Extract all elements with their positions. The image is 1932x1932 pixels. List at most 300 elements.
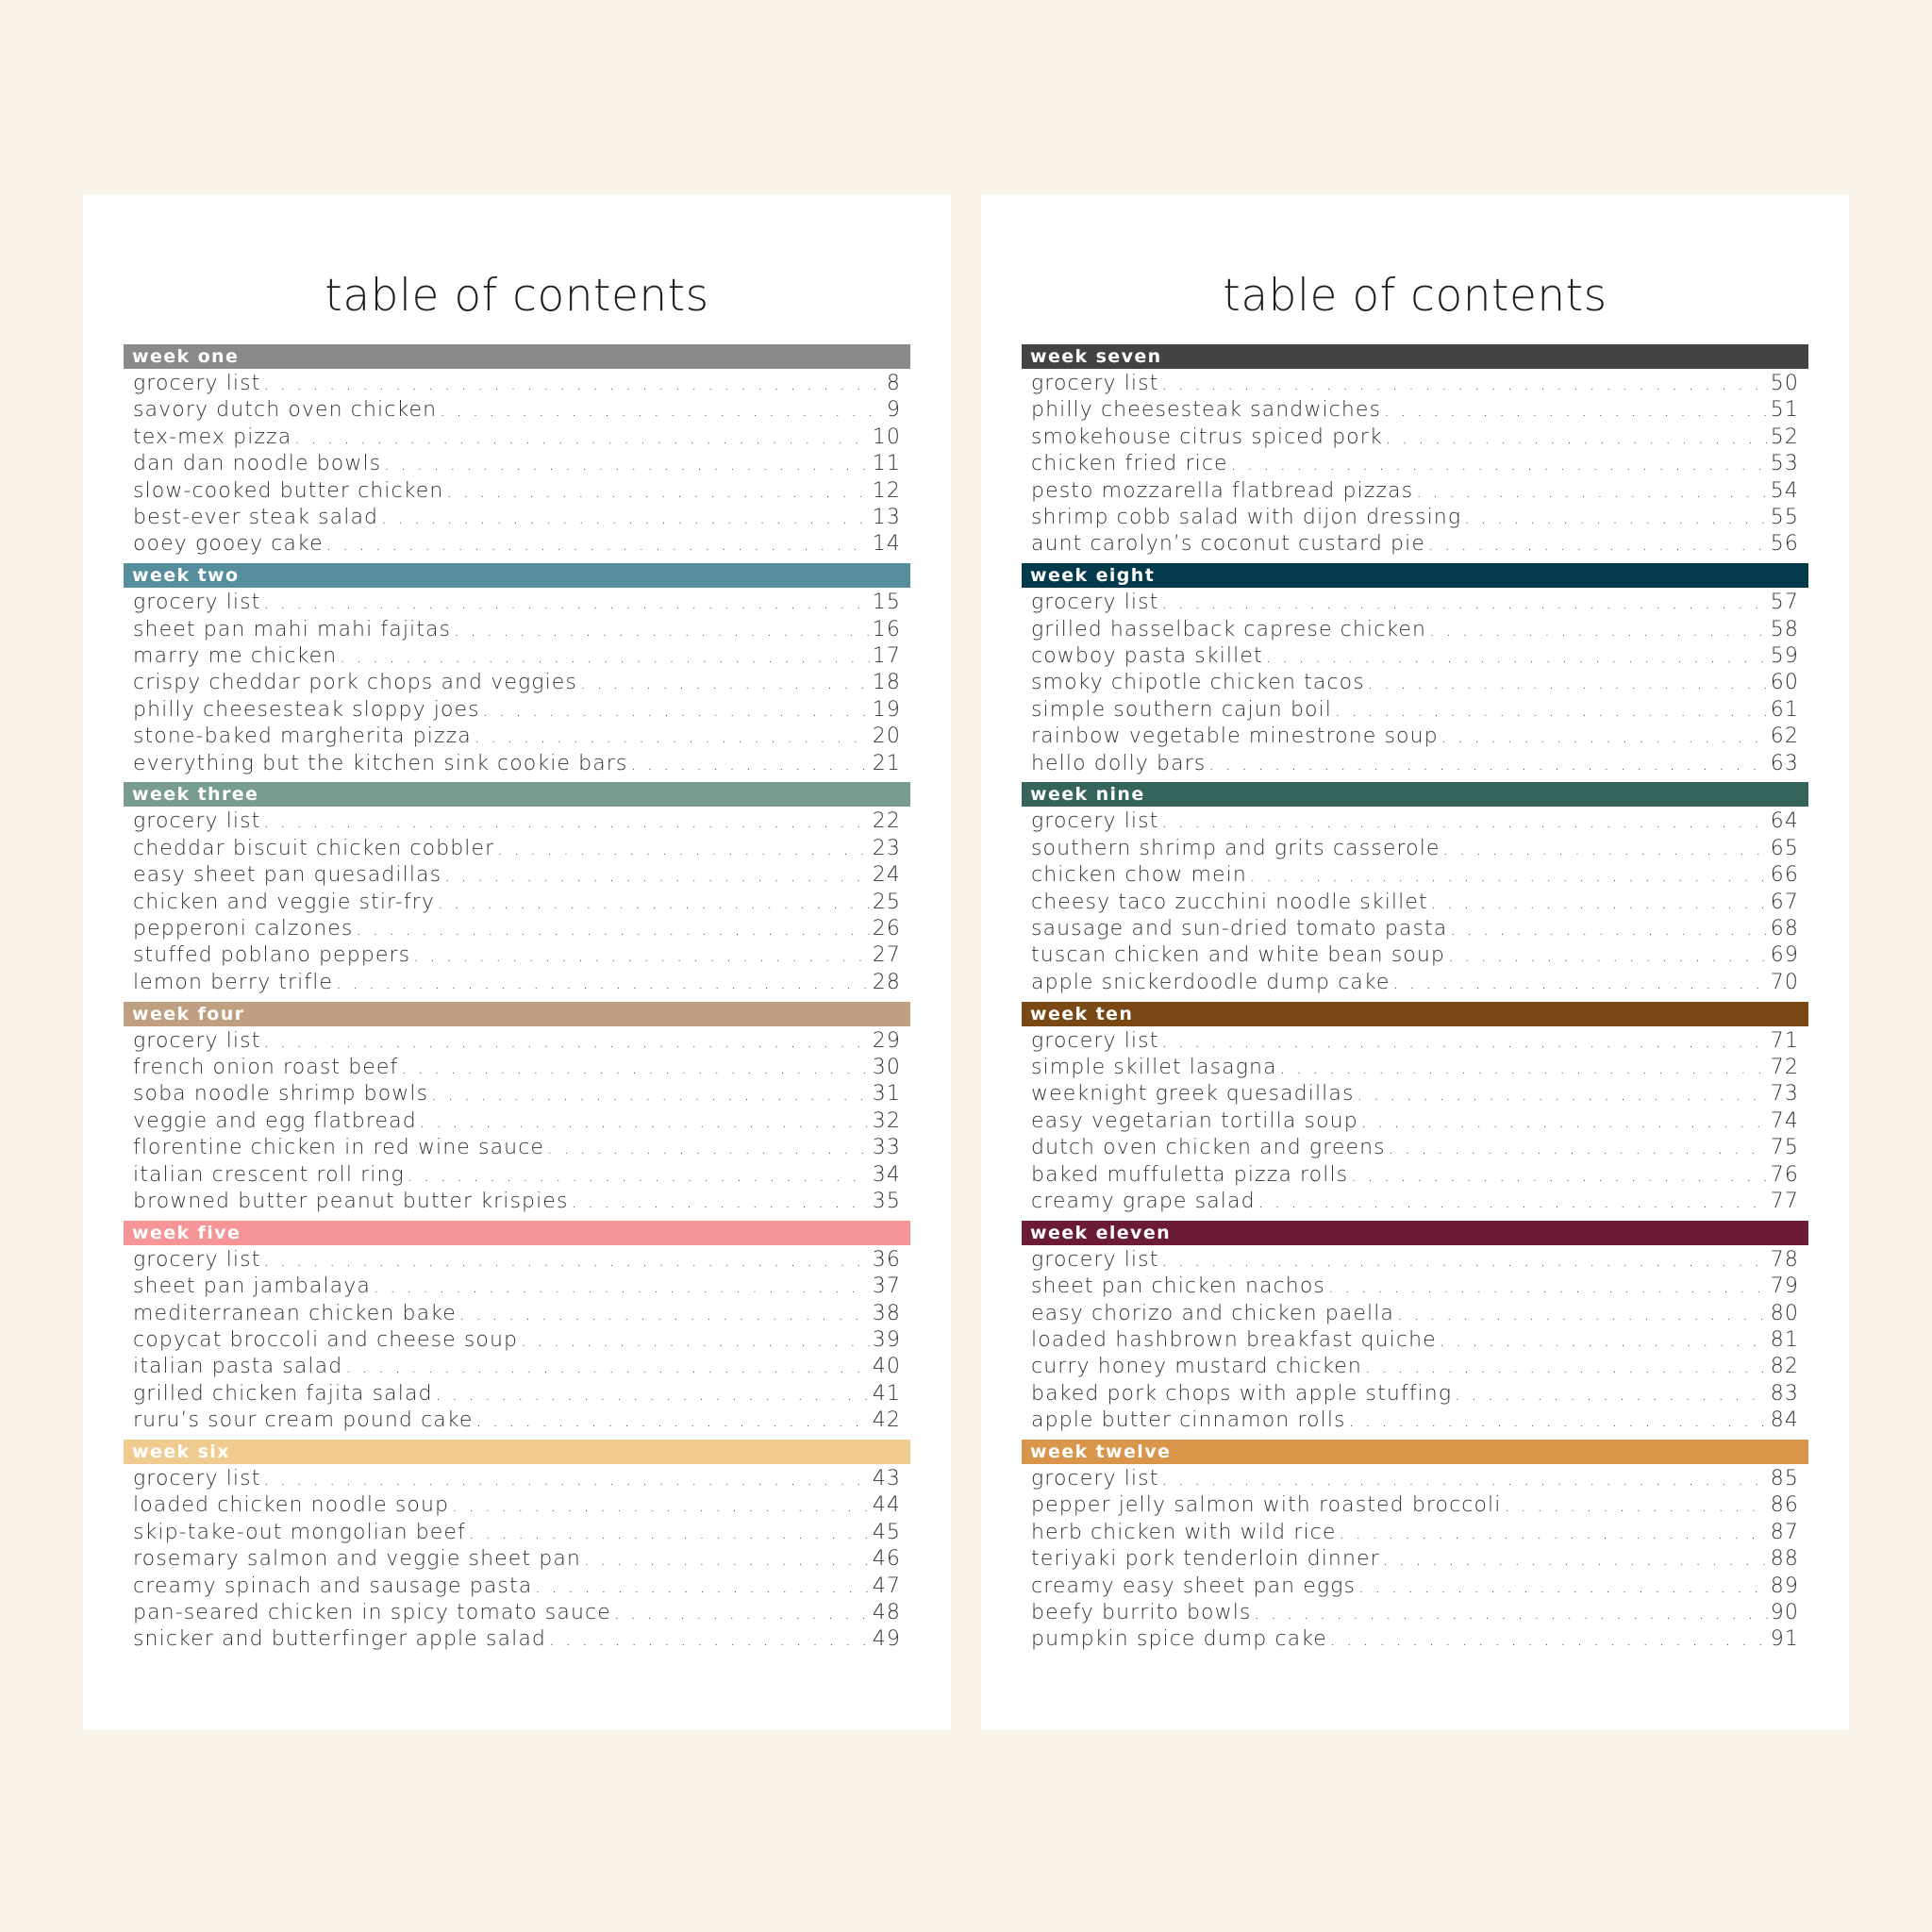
toc-entry[interactable] bbox=[133, 532, 901, 558]
week-header: week twelve bbox=[1022, 1440, 1808, 1464]
dot-leader bbox=[454, 621, 870, 641]
dot-leader bbox=[584, 1550, 870, 1570]
toc-sections bbox=[124, 344, 910, 1658]
toc-entry[interactable] bbox=[133, 698, 901, 724]
entry-title: pesto mozzarella flatbread pizzas bbox=[1031, 478, 1414, 503]
dot-leader bbox=[1349, 1411, 1768, 1431]
entry-list bbox=[1022, 1245, 1808, 1436]
entry-title: pepper jelly salmon with roasted broccoli bbox=[1031, 1493, 1502, 1518]
toc-entry[interactable] bbox=[133, 425, 901, 452]
toc-entry[interactable] bbox=[1031, 591, 1799, 617]
toc-entry[interactable] bbox=[133, 372, 901, 398]
dot-leader bbox=[572, 1192, 870, 1212]
toc-entry[interactable] bbox=[1031, 837, 1799, 863]
dot-leader bbox=[1428, 535, 1768, 555]
entry-title: italian pasta salad bbox=[133, 1355, 343, 1379]
dot-leader bbox=[631, 755, 870, 774]
toc-entry[interactable] bbox=[1031, 1136, 1799, 1162]
toc-entry[interactable] bbox=[1031, 698, 1799, 724]
entry-title: chicken and veggie stir-fry bbox=[133, 890, 435, 914]
toc-entry[interactable] bbox=[1031, 863, 1799, 890]
dot-leader bbox=[420, 1112, 870, 1132]
toc-entry[interactable] bbox=[133, 452, 901, 478]
toc-entry[interactable] bbox=[1031, 1082, 1799, 1108]
entry-title: grocery list bbox=[1031, 372, 1159, 395]
page-number: 64 bbox=[1770, 809, 1799, 834]
entry-title: sheet pan chicken nachos bbox=[1031, 1274, 1325, 1299]
entry-title: curry honey mustard chicken bbox=[1031, 1355, 1362, 1379]
page-number: 18 bbox=[872, 671, 901, 695]
entry-title: loaded hashbrown breakfast quiche bbox=[1031, 1327, 1437, 1352]
toc-entry[interactable] bbox=[1031, 1328, 1799, 1355]
dot-leader bbox=[1397, 1305, 1768, 1324]
entry-list bbox=[1022, 807, 1808, 997]
entry-title: crispy cheddar pork chops and veggies bbox=[133, 671, 577, 695]
page-number: 70 bbox=[1770, 970, 1799, 994]
toc-entry[interactable] bbox=[1031, 1355, 1799, 1381]
page-number: 63 bbox=[1770, 751, 1799, 775]
toc-page-right bbox=[981, 194, 1849, 1730]
toc-entry[interactable] bbox=[1031, 1302, 1799, 1328]
dot-leader bbox=[1386, 428, 1768, 448]
entry-title: grocery list bbox=[133, 1247, 261, 1272]
page-number: 11 bbox=[872, 452, 901, 476]
toc-entry[interactable] bbox=[133, 398, 901, 425]
dot-leader bbox=[1429, 621, 1768, 641]
toc-entry[interactable] bbox=[1031, 506, 1799, 532]
entry-list bbox=[124, 1245, 910, 1436]
dot-leader bbox=[1335, 701, 1768, 721]
dot-leader bbox=[1384, 401, 1768, 421]
dot-leader bbox=[1250, 866, 1768, 886]
page-number: 9 bbox=[886, 398, 901, 423]
page-number: 33 bbox=[872, 1136, 901, 1160]
entry-title: grocery list bbox=[1031, 1247, 1159, 1272]
toc-entry[interactable] bbox=[133, 1248, 901, 1274]
entry-title: veggie and egg flatbread bbox=[133, 1108, 417, 1133]
page-number: 49 bbox=[872, 1627, 901, 1652]
page-number: 55 bbox=[1770, 505, 1799, 529]
dot-leader bbox=[1443, 840, 1768, 859]
entry-title: tex-mex pizza bbox=[133, 425, 292, 449]
toc-sections bbox=[1022, 344, 1808, 1658]
entry-title: cheddar biscuit chicken cobbler bbox=[133, 836, 495, 860]
dot-leader bbox=[413, 946, 870, 966]
toc-entry[interactable] bbox=[1031, 1493, 1799, 1520]
toc-entry[interactable] bbox=[1031, 1627, 1799, 1654]
page-number: 24 bbox=[872, 863, 901, 888]
week-section bbox=[1022, 563, 1808, 782]
dot-leader bbox=[1383, 1550, 1768, 1570]
dot-leader bbox=[431, 1085, 870, 1105]
entry-title: savory dutch oven chicken bbox=[133, 398, 438, 423]
week-header: week five bbox=[124, 1221, 910, 1245]
dot-leader bbox=[436, 1385, 870, 1405]
week-header: week one bbox=[124, 344, 910, 369]
toc-entry[interactable] bbox=[133, 1521, 901, 1547]
toc-entry[interactable] bbox=[133, 1109, 901, 1136]
toc-entry[interactable] bbox=[1031, 1601, 1799, 1627]
toc-entry[interactable] bbox=[1031, 1521, 1799, 1547]
entry-title: teriyaki pork tenderloin dinner bbox=[1031, 1547, 1380, 1572]
page-number: 60 bbox=[1770, 671, 1799, 695]
entry-title: florentine chicken in red wine sauce bbox=[133, 1136, 545, 1160]
toc-entry[interactable] bbox=[1031, 479, 1799, 506]
page-number: 50 bbox=[1770, 372, 1799, 395]
toc-entry[interactable] bbox=[133, 752, 901, 778]
entry-title: beefy burrito bowls bbox=[1031, 1600, 1252, 1624]
page-number: 83 bbox=[1770, 1381, 1799, 1406]
page-number: 12 bbox=[872, 478, 901, 503]
dot-leader bbox=[1161, 1032, 1767, 1052]
week-header: week eleven bbox=[1022, 1221, 1808, 1245]
entry-title: herb chicken with wild rice bbox=[1031, 1520, 1337, 1544]
entry-title: smoky chipotle chicken tacos bbox=[1031, 671, 1365, 695]
entry-title: snicker and butterfinger apple salad bbox=[133, 1627, 546, 1652]
dot-leader bbox=[1330, 1630, 1768, 1650]
entry-title: grocery list bbox=[133, 372, 261, 395]
page-number: 10 bbox=[872, 425, 901, 449]
toc-entry[interactable] bbox=[1031, 1029, 1799, 1056]
toc-entry[interactable] bbox=[133, 1302, 901, 1328]
toc-entry[interactable] bbox=[133, 1355, 901, 1381]
toc-page-left bbox=[83, 194, 951, 1730]
dot-leader bbox=[521, 1331, 870, 1351]
toc-entry[interactable] bbox=[133, 724, 901, 751]
toc-entry[interactable] bbox=[133, 671, 901, 697]
dot-leader bbox=[1161, 375, 1767, 394]
dot-leader bbox=[483, 701, 870, 721]
page-number: 88 bbox=[1770, 1547, 1799, 1572]
page-number: 53 bbox=[1770, 452, 1799, 476]
toc-entry[interactable] bbox=[1031, 943, 1799, 970]
page-number: 44 bbox=[872, 1493, 901, 1518]
toc-entry[interactable] bbox=[1031, 1547, 1799, 1574]
toc-entry[interactable] bbox=[133, 506, 901, 532]
toc-entry[interactable] bbox=[133, 1493, 901, 1520]
week-header: week four bbox=[124, 1002, 910, 1026]
entry-title: copycat broccoli and cheese soup bbox=[133, 1327, 519, 1352]
toc-entry[interactable] bbox=[1031, 618, 1799, 644]
entry-title: skip-take-out mongolian beef bbox=[133, 1520, 466, 1544]
dot-leader bbox=[1365, 1357, 1768, 1377]
page-number: 89 bbox=[1770, 1574, 1799, 1598]
entry-title: simple skillet lasagna bbox=[1031, 1055, 1277, 1079]
entry-title: apple butter cinnamon rolls bbox=[1031, 1408, 1346, 1433]
toc-entry[interactable] bbox=[133, 1627, 901, 1654]
entry-title: soba noodle shrimp bowls bbox=[133, 1082, 429, 1107]
page-number: 38 bbox=[872, 1301, 901, 1325]
entry-title: philly cheesesteak sandwiches bbox=[1031, 398, 1382, 423]
page-number: 76 bbox=[1770, 1162, 1799, 1187]
entry-title: grocery list bbox=[1031, 591, 1159, 615]
dot-leader bbox=[1161, 812, 1767, 832]
toc-entry[interactable] bbox=[1031, 891, 1799, 917]
entry-title: shrimp cobb salad with dijon dressing bbox=[1031, 505, 1462, 529]
dot-leader bbox=[1258, 1192, 1768, 1212]
page-number: 16 bbox=[872, 617, 901, 641]
entry-title: sheet pan mahi mahi fajitas bbox=[133, 617, 452, 641]
dot-leader bbox=[459, 1305, 870, 1324]
entry-title: aunt carolyn’s coconut custard pie bbox=[1031, 532, 1425, 557]
page-title: table of contents bbox=[325, 270, 709, 322]
entry-title: slow-cooked butter chicken bbox=[133, 478, 444, 503]
toc-entry[interactable] bbox=[133, 1082, 901, 1108]
dot-leader bbox=[263, 375, 883, 394]
page-number: 54 bbox=[1770, 478, 1799, 503]
page-number: 47 bbox=[872, 1574, 901, 1598]
entry-title: chicken chow mein bbox=[1031, 863, 1247, 888]
toc-entry[interactable] bbox=[133, 1163, 901, 1190]
toc-entry[interactable] bbox=[1031, 752, 1799, 778]
dot-leader bbox=[1389, 1139, 1768, 1158]
toc-entry[interactable] bbox=[1031, 644, 1799, 671]
page-number: 74 bbox=[1770, 1108, 1799, 1133]
toc-entry[interactable] bbox=[1031, 1274, 1799, 1301]
toc-entry[interactable] bbox=[133, 917, 901, 943]
entry-title: chicken fried rice bbox=[1031, 452, 1228, 476]
entry-title: weeknight greek quesadillas bbox=[1031, 1082, 1355, 1107]
dot-leader bbox=[547, 1139, 870, 1158]
dot-leader bbox=[1393, 974, 1768, 993]
toc-entry[interactable] bbox=[1031, 1056, 1799, 1082]
entry-title: grilled hasselback caprese chicken bbox=[1031, 617, 1427, 641]
page-number: 69 bbox=[1770, 943, 1799, 968]
entry-title: easy vegetarian tortilla soup bbox=[1031, 1108, 1358, 1133]
dot-leader bbox=[438, 893, 870, 913]
toc-entry[interactable] bbox=[1031, 425, 1799, 452]
toc-entry[interactable] bbox=[1031, 1467, 1799, 1493]
dot-leader bbox=[475, 727, 870, 747]
dot-leader bbox=[535, 1577, 870, 1597]
page-number: 29 bbox=[872, 1028, 901, 1053]
entry-title: rainbow vegetable minestrone soup bbox=[1031, 724, 1439, 749]
toc-entry[interactable] bbox=[133, 479, 901, 506]
entry-title: simple southern cajun boil bbox=[1031, 697, 1332, 722]
toc-entry[interactable] bbox=[133, 618, 901, 644]
dot-leader bbox=[1351, 1166, 1768, 1186]
toc-entry[interactable] bbox=[133, 837, 901, 863]
toc-entry[interactable] bbox=[1031, 724, 1799, 751]
week-section bbox=[1022, 1440, 1808, 1658]
dot-leader bbox=[1440, 1331, 1768, 1351]
dot-leader bbox=[444, 866, 870, 886]
toc-entry[interactable] bbox=[133, 1190, 901, 1216]
dot-leader bbox=[1161, 1251, 1767, 1271]
toc-entry[interactable] bbox=[133, 1029, 901, 1056]
dot-leader bbox=[1208, 755, 1767, 774]
page-number: 46 bbox=[872, 1547, 901, 1572]
entry-title: grocery list bbox=[133, 1028, 261, 1053]
dot-leader bbox=[1161, 1470, 1767, 1490]
toc-entry[interactable] bbox=[133, 1382, 901, 1408]
toc-entry[interactable] bbox=[133, 644, 901, 671]
week-header: week ten bbox=[1022, 1002, 1808, 1026]
dot-leader bbox=[1255, 1604, 1768, 1624]
dot-leader bbox=[263, 1470, 869, 1490]
toc-entry[interactable] bbox=[133, 1574, 901, 1601]
page-number: 62 bbox=[1770, 724, 1799, 749]
entry-title: creamy spinach and sausage pasta bbox=[133, 1574, 533, 1598]
dot-leader bbox=[345, 1357, 870, 1377]
dot-leader bbox=[326, 535, 870, 555]
toc-entry[interactable] bbox=[1031, 1574, 1799, 1601]
toc-entry[interactable] bbox=[1031, 1190, 1799, 1216]
toc-entry[interactable] bbox=[1031, 372, 1799, 398]
page-number: 31 bbox=[872, 1082, 901, 1107]
dot-leader bbox=[1448, 946, 1768, 966]
dot-leader bbox=[549, 1630, 870, 1650]
dot-leader bbox=[1464, 508, 1768, 528]
entry-title: stone-baked margherita pizza bbox=[133, 724, 472, 749]
toc-entry[interactable] bbox=[1031, 452, 1799, 478]
page-number: 68 bbox=[1770, 916, 1799, 941]
toc-entry[interactable] bbox=[1031, 1382, 1799, 1408]
toc-entry[interactable] bbox=[1031, 1109, 1799, 1136]
toc-entry[interactable] bbox=[133, 971, 901, 997]
dot-leader bbox=[381, 508, 870, 528]
page-number: 73 bbox=[1770, 1082, 1799, 1107]
toc-entry[interactable] bbox=[1031, 1408, 1799, 1435]
week-section bbox=[124, 1440, 910, 1658]
entry-list bbox=[1022, 588, 1808, 778]
page-number: 41 bbox=[872, 1381, 901, 1406]
toc-entry[interactable] bbox=[1031, 1163, 1799, 1190]
entry-title: best-ever steak salad bbox=[133, 505, 379, 529]
toc-entry[interactable] bbox=[133, 1274, 901, 1301]
dot-leader bbox=[263, 1251, 869, 1271]
dot-leader bbox=[1504, 1496, 1767, 1516]
page-number: 67 bbox=[1770, 890, 1799, 914]
page-number: 25 bbox=[872, 890, 901, 914]
page-number: 91 bbox=[1770, 1627, 1799, 1652]
entry-list bbox=[1022, 369, 1808, 559]
page-number: 42 bbox=[872, 1408, 901, 1433]
week-header: week three bbox=[124, 782, 910, 807]
entry-title: pepperoni calzones bbox=[133, 916, 354, 941]
dot-leader bbox=[263, 1032, 869, 1052]
toc-entry[interactable] bbox=[1031, 971, 1799, 997]
dot-leader bbox=[1416, 482, 1768, 502]
week-header: week seven bbox=[1022, 344, 1808, 369]
page-number: 58 bbox=[1770, 617, 1799, 641]
dot-leader bbox=[497, 840, 870, 859]
page-number: 17 bbox=[872, 643, 901, 668]
entry-title: creamy easy sheet pan eggs bbox=[1031, 1574, 1357, 1598]
toc-entry[interactable] bbox=[133, 1056, 901, 1082]
page-title: table of contents bbox=[1223, 270, 1607, 322]
dot-leader bbox=[1280, 1058, 1768, 1078]
toc-entry[interactable] bbox=[133, 1136, 901, 1162]
toc-entry[interactable] bbox=[133, 1328, 901, 1355]
page-number: 79 bbox=[1770, 1274, 1799, 1299]
entry-list bbox=[124, 588, 910, 778]
dot-leader bbox=[294, 428, 870, 448]
week-section bbox=[1022, 782, 1808, 1001]
toc-entry[interactable] bbox=[133, 891, 901, 917]
page-number: 19 bbox=[872, 697, 901, 722]
week-section bbox=[124, 344, 910, 563]
toc-entry[interactable] bbox=[133, 591, 901, 617]
entry-title: smokehouse citrus spiced pork bbox=[1031, 425, 1383, 449]
page-number: 77 bbox=[1770, 1189, 1799, 1213]
week-section bbox=[1022, 1002, 1808, 1221]
page-number: 52 bbox=[1770, 425, 1799, 449]
entry-title: grocery list bbox=[133, 809, 261, 834]
dot-leader bbox=[408, 1166, 870, 1186]
toc-entry[interactable] bbox=[1031, 917, 1799, 943]
entry-title: cheesy taco zucchini noodle skillet bbox=[1031, 890, 1428, 914]
page-number: 59 bbox=[1770, 643, 1799, 668]
dot-leader bbox=[401, 1058, 869, 1078]
toc-entry[interactable] bbox=[133, 943, 901, 970]
toc-entry[interactable] bbox=[133, 1467, 901, 1493]
page-number: 8 bbox=[886, 372, 901, 395]
entry-title: easy chorizo and chicken paella bbox=[1031, 1301, 1394, 1325]
page-number: 34 bbox=[872, 1162, 901, 1187]
page-number: 57 bbox=[1770, 591, 1799, 615]
page-number: 39 bbox=[872, 1327, 901, 1352]
entry-title: cowboy pasta skillet bbox=[1031, 643, 1263, 668]
toc-entry[interactable] bbox=[1031, 532, 1799, 558]
toc-entry[interactable] bbox=[133, 1601, 901, 1627]
dot-leader bbox=[1431, 893, 1768, 913]
entry-title: mediterranean chicken bake bbox=[133, 1301, 457, 1325]
week-section bbox=[1022, 1221, 1808, 1440]
page-number: 28 bbox=[872, 970, 901, 994]
dot-leader bbox=[336, 974, 870, 993]
entry-title: creamy grape salad bbox=[1031, 1189, 1256, 1213]
entry-list bbox=[1022, 1464, 1808, 1655]
page-number: 72 bbox=[1770, 1055, 1799, 1079]
entry-list bbox=[1022, 1026, 1808, 1217]
toc-entry[interactable] bbox=[133, 863, 901, 890]
toc-entry[interactable] bbox=[133, 809, 901, 836]
page-number: 30 bbox=[872, 1055, 901, 1079]
page-number: 65 bbox=[1770, 836, 1799, 860]
week-section bbox=[124, 1002, 910, 1221]
entry-title: loaded chicken noodle soup bbox=[133, 1493, 450, 1518]
toc-entry[interactable] bbox=[1031, 809, 1799, 836]
toc-entry[interactable] bbox=[133, 1547, 901, 1574]
page-number: 81 bbox=[1770, 1327, 1799, 1352]
entry-title: marry me chicken bbox=[133, 643, 338, 668]
toc-entry[interactable] bbox=[133, 1408, 901, 1435]
page-number: 22 bbox=[872, 809, 901, 834]
entry-title: apple snickerdoodle dump cake bbox=[1031, 970, 1391, 994]
page-number: 37 bbox=[872, 1274, 901, 1299]
entry-title: french onion roast beef bbox=[133, 1055, 399, 1079]
page-number: 80 bbox=[1770, 1301, 1799, 1325]
entry-title: southern shrimp and grits casserole bbox=[1031, 836, 1441, 860]
entry-title: dutch oven chicken and greens bbox=[1031, 1136, 1386, 1160]
toc-entry[interactable] bbox=[1031, 671, 1799, 697]
dot-leader bbox=[614, 1604, 870, 1624]
dot-leader bbox=[1361, 1112, 1768, 1132]
page-number: 75 bbox=[1770, 1136, 1799, 1160]
entry-list bbox=[124, 1026, 910, 1217]
entry-title: philly cheesesteak sloppy joes bbox=[133, 697, 480, 722]
page-number: 85 bbox=[1770, 1466, 1799, 1491]
toc-entry[interactable] bbox=[1031, 398, 1799, 425]
entry-list bbox=[124, 807, 910, 997]
dot-leader bbox=[356, 920, 869, 940]
toc-entry[interactable] bbox=[1031, 1248, 1799, 1274]
dot-leader bbox=[452, 1496, 870, 1516]
page-number: 32 bbox=[872, 1108, 901, 1133]
dot-leader bbox=[1231, 455, 1768, 475]
dot-leader bbox=[1328, 1277, 1768, 1297]
